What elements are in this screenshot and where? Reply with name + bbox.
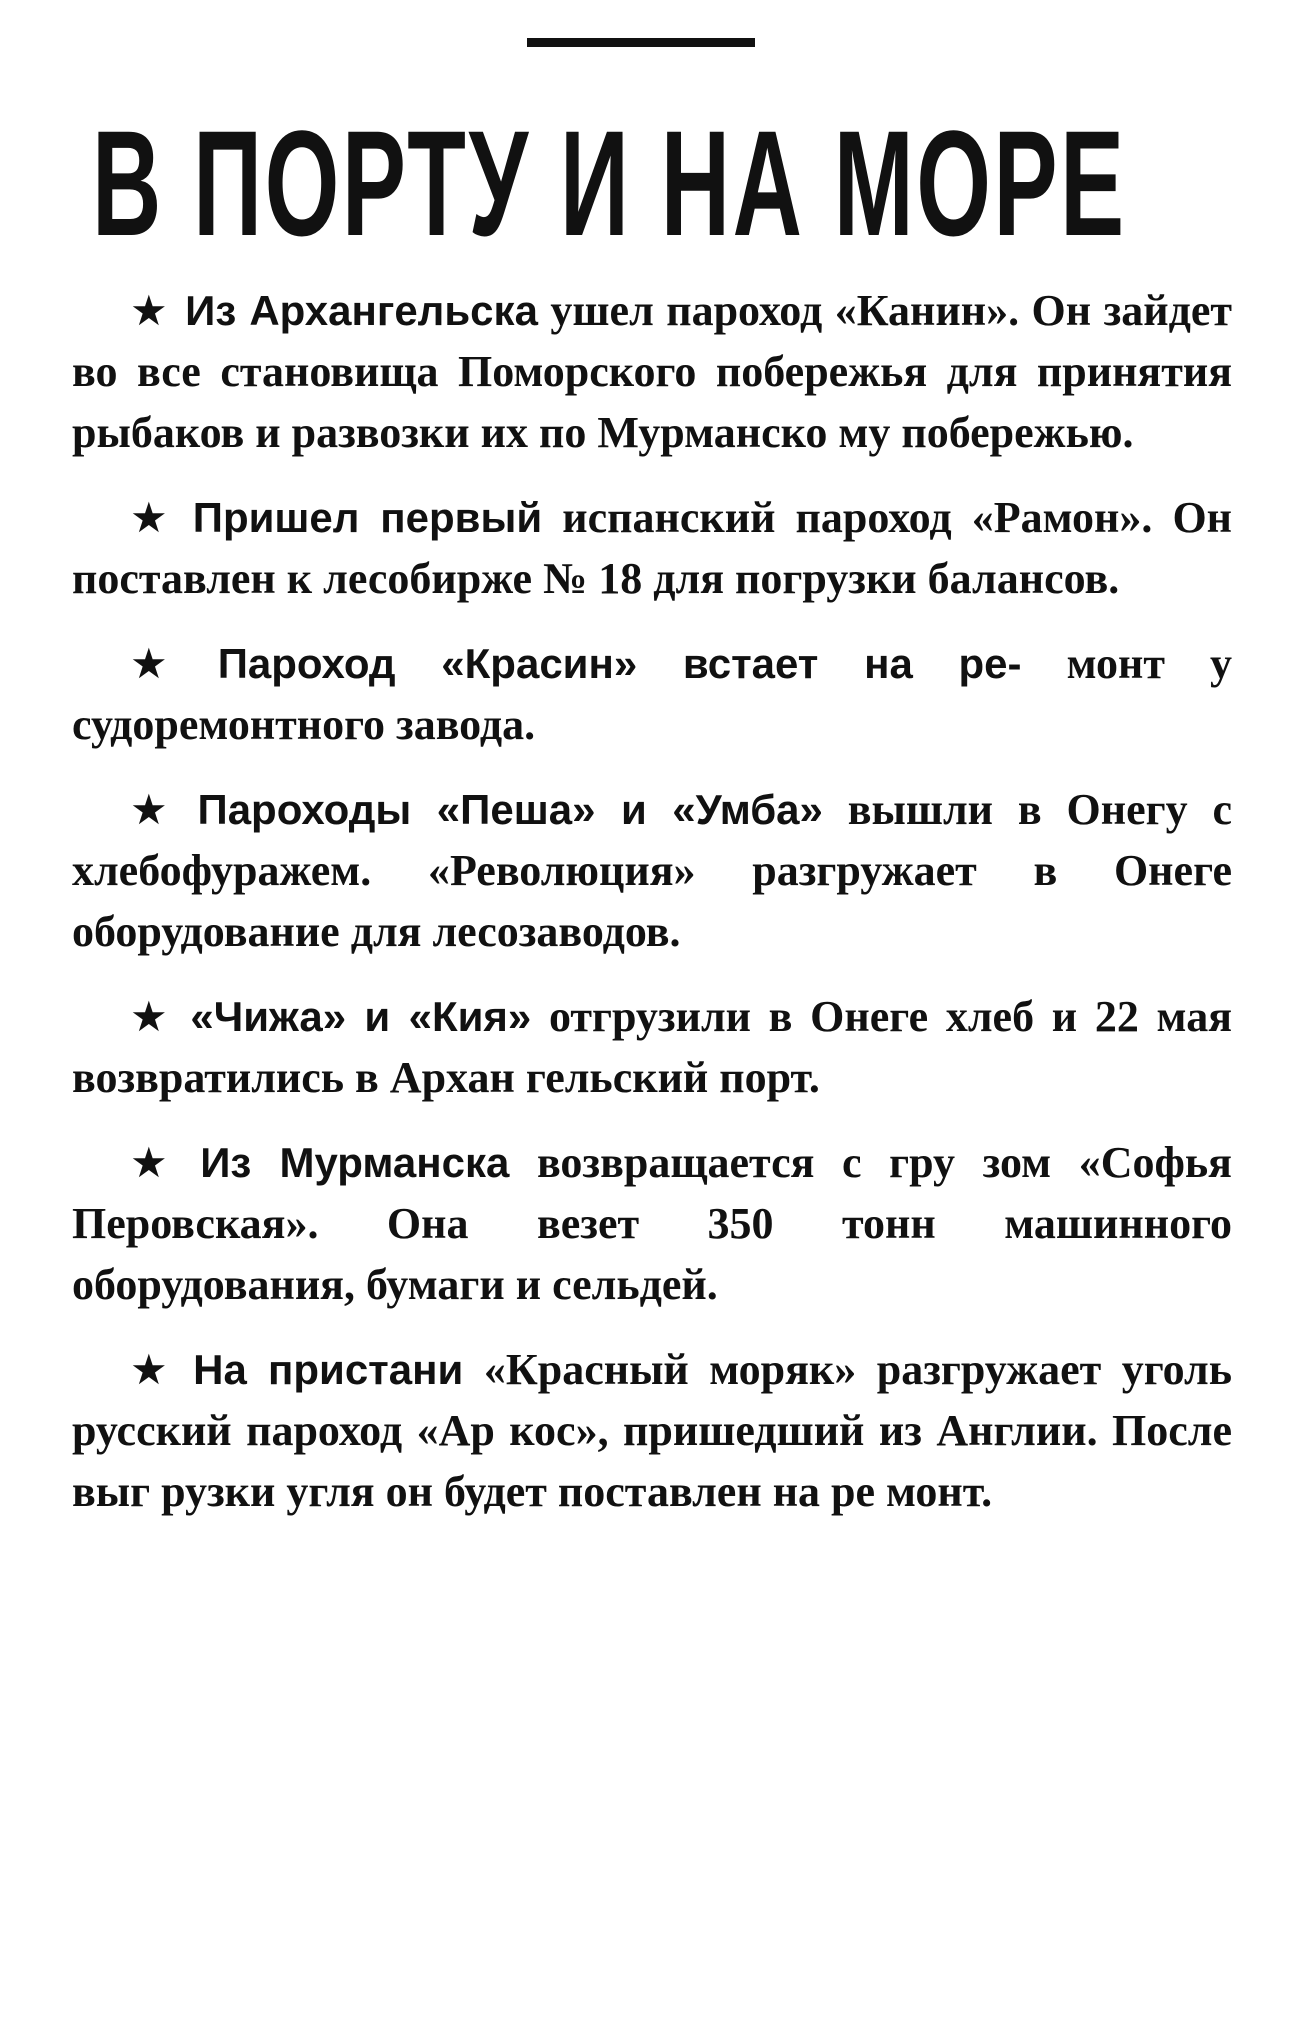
news-item [72,280,1232,463]
news-item [72,1132,1232,1315]
item-lead: «Чижа» и «Кия» [190,993,532,1040]
item-text: ушел пароход «Канин». Он зайдет во все становища Поморского побережья для принятия рыбаков и развозки их по Мурманско му побережью. [72,286,1233,457]
item-text: монт у судоремонтного завода. [72,639,1233,749]
item-text: испанский пароход «Рамон». Он поставлен к лесобирже № 18 для погрузки балансов. [72,493,1233,603]
item-lead: Из Мурманска [200,1139,510,1186]
item-lead: Пароходы «Пеша» и «Умба» [197,786,823,833]
item-lead: На пристани [193,1346,464,1393]
star-icon: ★ [130,639,202,688]
item-lead: Пароход «Красин» встает на ре- [217,640,1022,687]
item-text: отгрузили в Онеге хлеб и 22 мая возвратились в Архан гельский порт. [72,992,1233,1102]
star-icon: ★ [130,1345,178,1394]
news-item [72,1339,1232,1522]
headline: В ПОРТУ И НА МОРЕ [92,99,1127,267]
star-icon: ★ [130,493,177,542]
star-icon: ★ [130,785,182,834]
star-icon: ★ [130,286,170,335]
news-item [72,487,1232,609]
star-icon: ★ [130,992,175,1041]
news-column [72,280,1232,1546]
item-text: «Красный моряк» разгружает уголь русский пароход «Ар кос», пришедший из Англии. После выг рузки угля он будет поставлен на ре монт. [72,1345,1232,1516]
top-rule [527,38,755,47]
news-item [72,779,1232,962]
item-lead: Из Архангельска [185,287,538,334]
news-item [72,633,1232,755]
item-lead: Пришел первый [192,494,543,541]
news-item [72,986,1232,1108]
star-icon: ★ [130,1138,185,1187]
item-text: вышли в Онегу с хлебофуражем. «Революция» разгружает в Онеге оборудование для лесозаводов. [72,785,1232,956]
item-text: возвращается с гру зом «Софья Перовская». Она везет 350 тонн машинного оборудования, бумаги и сельдей. [72,1138,1232,1309]
